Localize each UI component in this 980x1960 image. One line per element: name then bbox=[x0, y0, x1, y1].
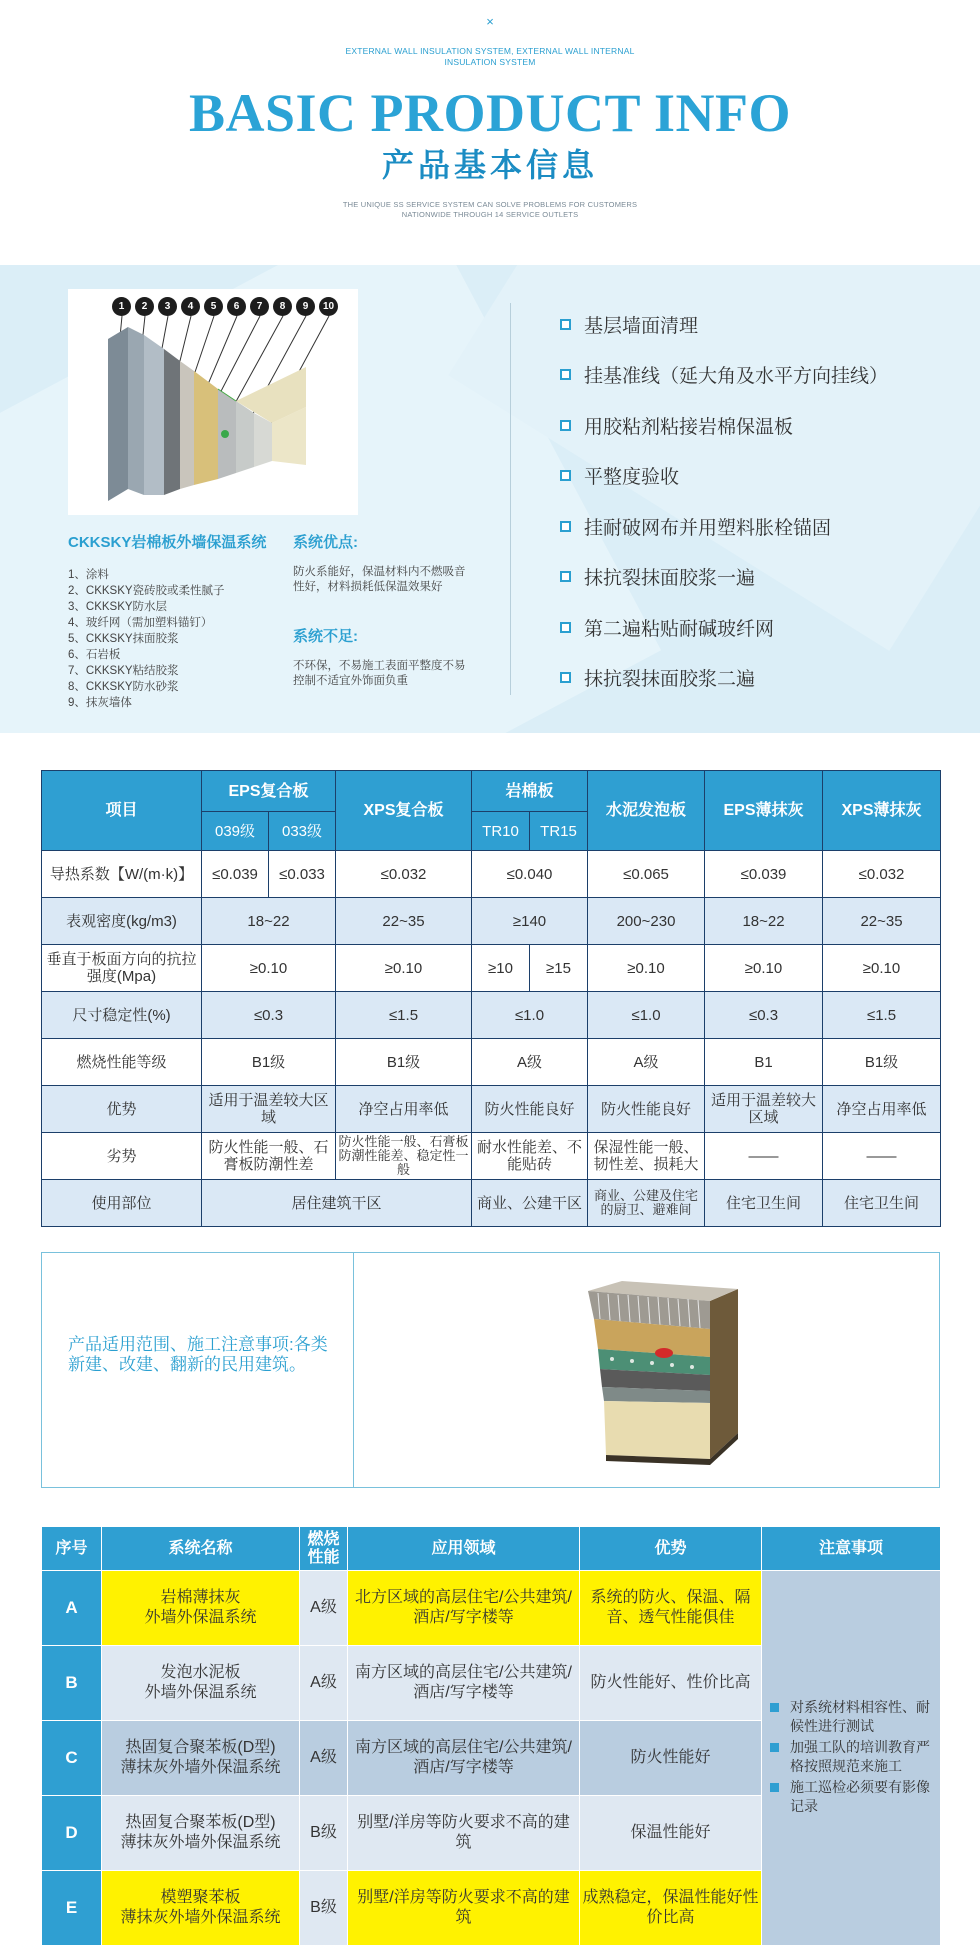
table-cell: ≤0.039 bbox=[705, 851, 823, 898]
disadvantages-text: 不环保，不易施工表面平整度不易控制不适宜外饰面负重 bbox=[293, 660, 466, 687]
table-cell: B1 bbox=[705, 1039, 823, 1086]
table-row bbox=[42, 1039, 941, 1086]
step-label: 挂耐破网布并用塑料胀栓锚固 bbox=[584, 517, 832, 539]
list-item bbox=[560, 350, 888, 401]
step-label: 挂基准线（延大角及水平方向挂线） bbox=[584, 366, 889, 388]
page-header bbox=[0, 0, 980, 265]
list-item: 8、CKKSKY防水砂浆 bbox=[68, 681, 179, 693]
row-label: 尺寸稳定性(%) bbox=[42, 992, 202, 1039]
layer-number: 9 bbox=[296, 297, 315, 316]
system-section bbox=[0, 265, 980, 733]
table-cell: ≥0.10 bbox=[336, 945, 472, 992]
table-cell: ≥0.10 bbox=[705, 945, 823, 992]
row-label: 表观密度(kg/m3) bbox=[42, 898, 202, 945]
row-label: 燃烧性能等级 bbox=[42, 1039, 202, 1086]
row-label: 优势 bbox=[42, 1086, 202, 1133]
system-name: 发泡水泥板 外墙外保温系统 bbox=[102, 1646, 300, 1721]
system-layer-list bbox=[68, 567, 225, 711]
list-item: 4、玻纤网（需加塑料锚钉） bbox=[68, 617, 213, 629]
table-cell: A级 bbox=[472, 1039, 588, 1086]
list-item: 5、CKKSKY抹面胶浆 bbox=[68, 633, 179, 645]
layer-number: 1 bbox=[112, 297, 131, 316]
header-english-subtitle: EXTERNAL WALL INSULATION SYSTEM, EXTERNAL WALL INTERNAL INSULATION SYSTEM bbox=[345, 46, 635, 67]
note-text: 加强工队的培训教育严格按照规范来施工 bbox=[790, 1739, 930, 1774]
table-header-notes: 注意事项 bbox=[762, 1527, 941, 1571]
table-cell: ≤0.032 bbox=[336, 851, 472, 898]
square-bullet-icon bbox=[560, 521, 571, 532]
step-label: 第二遍粘贴耐碱玻纤网 bbox=[584, 618, 775, 640]
system-overview-table bbox=[41, 1526, 941, 1946]
table-cell: ≤1.0 bbox=[588, 992, 705, 1039]
table-cell: ≥0.10 bbox=[588, 945, 705, 992]
table-cell: B1级 bbox=[336, 1039, 472, 1086]
square-bullet-icon bbox=[770, 1743, 779, 1752]
table-header-index: 序号 bbox=[42, 1527, 102, 1571]
table-header-fire-rating: 燃烧性能 bbox=[300, 1527, 348, 1571]
table-header-xps-composite: XPS复合板 bbox=[336, 771, 472, 851]
system-title: CKKSKY岩棉板外墙保温系统 bbox=[68, 534, 267, 551]
wall-layer-diagram bbox=[68, 289, 358, 515]
step-label: 基层墙面清理 bbox=[584, 315, 699, 337]
table-subheader: 039级 bbox=[202, 812, 269, 851]
row-index: E bbox=[42, 1871, 102, 1946]
system-name: 热固复合聚苯板(D型) 薄抹灰外墙外保温系统 bbox=[102, 1721, 300, 1796]
list-item bbox=[560, 653, 888, 704]
table-subheader: TR15 bbox=[530, 812, 588, 851]
table-row bbox=[42, 1133, 941, 1180]
list-item bbox=[770, 1738, 932, 1776]
table-cell: 22~35 bbox=[823, 898, 941, 945]
scope-text: 产品适用范围、施工注意事项:各类新建、改建、翻新的民用建筑。 bbox=[68, 1335, 328, 1374]
table-row bbox=[42, 992, 941, 1039]
table-cell: 耐水性能差、不能贴砖 bbox=[472, 1133, 588, 1180]
square-bullet-icon bbox=[560, 622, 571, 633]
table-subheader: 033级 bbox=[269, 812, 336, 851]
list-item bbox=[560, 552, 888, 603]
square-bullet-icon bbox=[560, 319, 571, 330]
system-advantage: 防火性能好 bbox=[580, 1721, 762, 1796]
table-cell: —— bbox=[823, 1133, 941, 1180]
disadvantages-heading: 系统不足: bbox=[293, 628, 358, 645]
row-label: 劣势 bbox=[42, 1133, 202, 1180]
fire-rating: A级 bbox=[300, 1721, 348, 1796]
step-label: 用胶粘剂粘接岩棉保温板 bbox=[584, 416, 794, 438]
table-cell: ≤0.040 bbox=[472, 851, 588, 898]
fire-rating: A级 bbox=[300, 1571, 348, 1646]
section-divider bbox=[510, 303, 511, 695]
note-text: 施工巡检必须要有影像记录 bbox=[790, 1779, 930, 1814]
application-field: 南方区域的高层住宅/公共建筑/酒店/写字楼等 bbox=[348, 1646, 580, 1721]
table-cell: 住宅卫生间 bbox=[705, 1180, 823, 1227]
advantages-text: 防火系能好，保温材料内不燃吸音性好，材料损耗低保温效果好 bbox=[293, 566, 466, 593]
table-subheader: TR10 bbox=[472, 812, 530, 851]
fire-rating: B级 bbox=[300, 1871, 348, 1946]
construction-steps bbox=[560, 299, 888, 703]
table-cell: ≥0.10 bbox=[823, 945, 941, 992]
system-advantage: 系统的防火、保温、隔音、透气性能俱佳 bbox=[580, 1571, 762, 1646]
system-advantage: 保温性能好 bbox=[580, 1796, 762, 1871]
table-cell: 防火性能良好 bbox=[472, 1086, 588, 1133]
table-header-advantage: 优势 bbox=[580, 1527, 762, 1571]
table-cell: —— bbox=[705, 1133, 823, 1180]
table-cell: ≤1.5 bbox=[823, 992, 941, 1039]
square-bullet-icon bbox=[770, 1703, 779, 1712]
list-item bbox=[560, 299, 888, 350]
layer-number: 6 bbox=[227, 297, 246, 316]
table-cell: ≥15 bbox=[530, 945, 588, 992]
list-item bbox=[560, 602, 888, 653]
wall-layers-illustration bbox=[68, 289, 358, 515]
system-name: 岩棉薄抹灰 外墙外保温系统 bbox=[102, 1571, 300, 1646]
close-icon[interactable]: × bbox=[486, 14, 494, 29]
fire-rating: B级 bbox=[300, 1796, 348, 1871]
table-cell: ≥140 bbox=[472, 898, 588, 945]
square-bullet-icon bbox=[560, 470, 571, 481]
layer-number: 2 bbox=[135, 297, 154, 316]
row-label: 导热系数【W/(m·k)】 bbox=[42, 851, 202, 898]
layer-number: 8 bbox=[273, 297, 292, 316]
table-header-application: 应用领域 bbox=[348, 1527, 580, 1571]
advantages-heading: 系统优点: bbox=[293, 534, 358, 551]
list-item: 2、CKKSKY瓷砖胶或柔性腻子 bbox=[68, 585, 225, 597]
table-row bbox=[42, 1086, 941, 1133]
square-bullet-icon bbox=[560, 420, 571, 431]
table-cell: 商业、公建干区 bbox=[472, 1180, 588, 1227]
table-row bbox=[42, 898, 941, 945]
row-index: D bbox=[42, 1796, 102, 1871]
application-field: 别墅/洋房等防火要求不高的建筑 bbox=[348, 1796, 580, 1871]
page-title-english: BASIC PRODUCT INFO bbox=[188, 83, 792, 143]
table-cell: ≤0.032 bbox=[823, 851, 941, 898]
table-cell: 200~230 bbox=[588, 898, 705, 945]
table-row bbox=[42, 1180, 941, 1227]
product-comparison-table bbox=[41, 770, 941, 1227]
table-cell: 防火性能一般、石膏板防潮性能差、稳定性一般 bbox=[336, 1133, 472, 1180]
step-label: 平整度验收 bbox=[584, 467, 680, 489]
table-cell: 净空占用率低 bbox=[336, 1086, 472, 1133]
layer-number: 5 bbox=[204, 297, 223, 316]
table-header-item: 项目 bbox=[42, 771, 202, 851]
step-label: 抹抗裂抹面胶浆二遍 bbox=[584, 669, 756, 691]
row-index: C bbox=[42, 1721, 102, 1796]
application-field: 别墅/洋房等防火要求不高的建筑 bbox=[348, 1871, 580, 1946]
layer-number: 3 bbox=[158, 297, 177, 316]
system-advantage: 防火性能好、性价比高 bbox=[580, 1646, 762, 1721]
list-item bbox=[560, 451, 888, 502]
list-item: 9、抹灰墙体 bbox=[68, 697, 132, 709]
table-cell: 适用于温差较大区域 bbox=[202, 1086, 336, 1133]
application-field: 南方区域的高层住宅/公共建筑/酒店/写字楼等 bbox=[348, 1721, 580, 1796]
system-advantage: 成熟稳定，保温性能好性价比高 bbox=[580, 1871, 762, 1946]
layer-number: 7 bbox=[250, 297, 269, 316]
application-field: 北方区域的高层住宅/公共建筑/酒店/写字楼等 bbox=[348, 1571, 580, 1646]
table-cell: ≤0.039 bbox=[202, 851, 269, 898]
list-item: 1、涂料 bbox=[68, 569, 109, 581]
table-cell: ≤0.065 bbox=[588, 851, 705, 898]
notes-cell bbox=[762, 1571, 941, 1946]
table-header-eps-thin: EPS薄抹灰 bbox=[705, 771, 823, 851]
table-cell: A级 bbox=[588, 1039, 705, 1086]
square-bullet-icon bbox=[560, 571, 571, 582]
system-name: 热固复合聚苯板(D型) 薄抹灰外墙外保温系统 bbox=[102, 1796, 300, 1871]
insulation-block-illustration bbox=[542, 1279, 782, 1469]
row-index: B bbox=[42, 1646, 102, 1721]
list-item bbox=[770, 1698, 932, 1736]
table-cell: 适用于温差较大区域 bbox=[705, 1086, 823, 1133]
table-row bbox=[42, 851, 941, 898]
table-cell: ≤0.3 bbox=[705, 992, 823, 1039]
list-item: 6、石岩板 bbox=[68, 649, 121, 661]
fire-rating: A级 bbox=[300, 1646, 348, 1721]
table-cell: ≥0.10 bbox=[202, 945, 336, 992]
table-cell: 住宅卫生间 bbox=[823, 1180, 941, 1227]
layer-number: 4 bbox=[181, 297, 200, 316]
table-cell: B1级 bbox=[202, 1039, 336, 1086]
table-cell: 商业、公建及住宅 的厨卫、避难间 bbox=[588, 1180, 705, 1227]
table-cell: 22~35 bbox=[336, 898, 472, 945]
list-item bbox=[560, 400, 888, 451]
table-header-xps-thin: XPS薄抹灰 bbox=[823, 771, 941, 851]
step-label: 抹抗裂抹面胶浆一遍 bbox=[584, 568, 756, 590]
note-text: 对系统材料相容性、耐候性进行测试 bbox=[790, 1699, 930, 1734]
table-cell: 保湿性能一般、韧性差、损耗大 bbox=[588, 1133, 705, 1180]
list-item: 7、CKKSKY粘结胶浆 bbox=[68, 665, 179, 677]
system-name: 模塑聚苯板 薄抹灰外墙外保温系统 bbox=[102, 1871, 300, 1946]
table-cell: ≤1.0 bbox=[472, 992, 588, 1039]
table-cell: 18~22 bbox=[705, 898, 823, 945]
square-bullet-icon bbox=[770, 1783, 779, 1792]
table-row bbox=[42, 945, 941, 992]
scope-divider bbox=[353, 1253, 354, 1487]
page-title-chinese: 产品基本信息 bbox=[381, 147, 598, 183]
table-cell: 居住建筑干区 bbox=[202, 1180, 472, 1227]
header-service-note: THE UNIQUE SS SERVICE SYSTEM CAN SOLVE PROBLEMS FOR CUSTOMERS NATIONWIDE THROUGH 14 SERVICE OUTLETS bbox=[342, 200, 638, 219]
list-item bbox=[770, 1778, 932, 1816]
notes-list bbox=[770, 1698, 932, 1816]
table-cell: ≤1.5 bbox=[336, 992, 472, 1039]
list-item: 3、CKKSKY防水层 bbox=[68, 601, 168, 613]
table-cell: 净空占用率低 bbox=[823, 1086, 941, 1133]
table-cell: ≥10 bbox=[472, 945, 530, 992]
row-label: 使用部位 bbox=[42, 1180, 202, 1227]
square-bullet-icon bbox=[560, 672, 571, 683]
table-header-eps-composite: EPS复合板 bbox=[202, 771, 336, 812]
table-cell: ≤0.033 bbox=[269, 851, 336, 898]
square-bullet-icon bbox=[560, 369, 571, 380]
table-cell: 18~22 bbox=[202, 898, 336, 945]
table-header-system-name: 系统名称 bbox=[102, 1527, 300, 1571]
row-label: 垂直于板面方向的抗拉强度(Mpa) bbox=[42, 945, 202, 992]
table-cell: 防火性能一般、石膏板防潮性差 bbox=[202, 1133, 336, 1180]
table-header-rock-wool: 岩棉板 bbox=[472, 771, 588, 812]
table-row bbox=[42, 1571, 941, 1646]
table-cell: B1级 bbox=[823, 1039, 941, 1086]
table-cell: 防火性能良好 bbox=[588, 1086, 705, 1133]
table-cell: ≤0.3 bbox=[202, 992, 336, 1039]
list-item bbox=[560, 501, 888, 552]
application-scope-box bbox=[41, 1252, 940, 1488]
row-index: A bbox=[42, 1571, 102, 1646]
table-header-cement-foam: 水泥发泡板 bbox=[588, 771, 705, 851]
layer-number: 10 bbox=[319, 297, 338, 316]
